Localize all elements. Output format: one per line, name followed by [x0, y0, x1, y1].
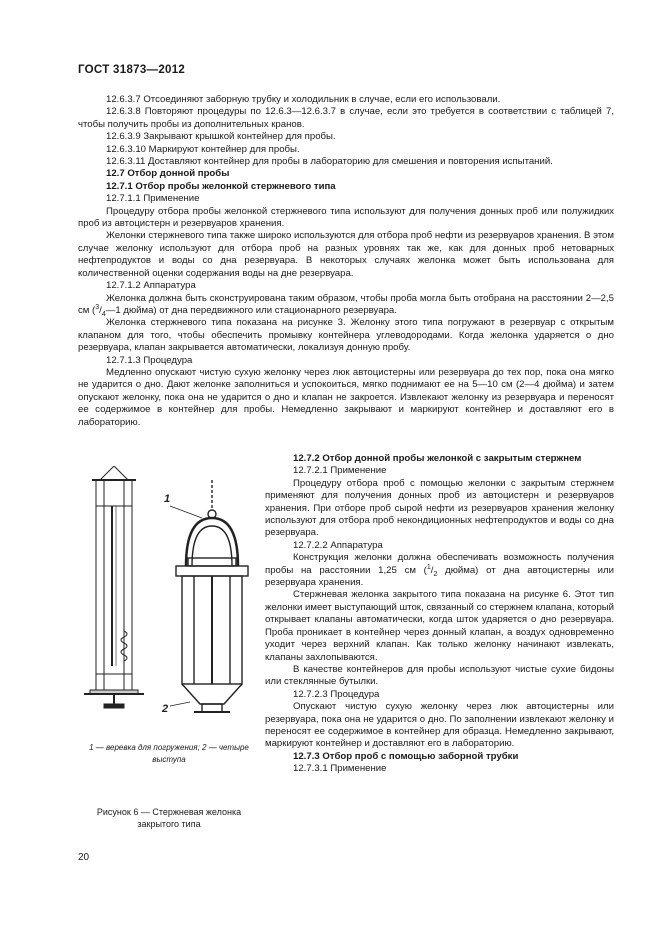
paragraph-12-7-1-2-a: Желонка должна быть сконструирована таким образом, чтобы проба могла быть отобрана на расстоянии 2—2,5 см ($^3/_4—1$ дюйма) от дна передвижного или стационарного резервуара.	[78, 292, 614, 318]
main-text-block	[78, 94, 614, 429]
paragraph-12-7-1-1-b: Желонки стержневого типа также широко используются для отбора проб нефти из резервуаров хранения. В этом случае желонку используют для отбора проб на разных уровнях так же, как для донных проб нетоварных нефтепродуктов и воды со дна резервуара. В некоторых случаях желонка может быть использована для количественной оценки содержания воды на дне резервуара.	[78, 230, 614, 279]
cross-section-drawing	[84, 466, 144, 708]
paragraph-12-7-2-2-c: В качестве контейнеров для пробы используют чистые сухие бидоны или стеклянные бутылки.	[265, 663, 614, 688]
figure-callout-1: 1	[164, 493, 171, 505]
external-view-drawing	[170, 480, 248, 712]
paragraph-12-7-2-1: Процедуру отбора проб с помощью желонки с закрытым стержнем применяют для получения донных проб из автоцистерн и резервуаров хранения. При отборе проб сырой нефти из резервуаров хранения желонку используют для отбора проб некондиционных нефтепродуктов и воды со дна резервуара.	[265, 477, 614, 539]
closed-thief-drawing	[78, 466, 260, 736]
paragraph-12-6-3-7: 12.6.3.7 Отсоединяют заборную трубку и холодильник в случае, если его использовали.	[106, 94, 501, 105]
heading-12-7-2-1: 12.7.2.1 Применение	[293, 465, 387, 477]
figure-legend: 1 — веревка для погружения; 2 — четыре выступа	[89, 743, 249, 764]
fraction-denominator: 4	[101, 310, 106, 318]
figure-6	[78, 466, 260, 736]
text-run: дюйма) от дна автоцистерны или резервуара хранения.	[265, 564, 614, 589]
heading-12-7-1-3: 12.7.1.3 Процедура	[106, 354, 193, 366]
heading-12-7-3: 12.7.3 Отбор проб с помощью заборной трубки	[293, 750, 519, 762]
paragraph-12-6-3-11: 12.6.3.11 Доставляют контейнер для пробы в лабораторию для смешения и повторения испытаний.	[106, 156, 553, 168]
paragraph-12-6-3-9: 12.6.3.9 Закрывают крышкой контейнер для пробы.	[106, 131, 336, 143]
right-column-text	[265, 453, 614, 776]
paragraph-12-7-2-3: Опускают чистую сухую желонку через люк автоцистерны или резервуара, пока она не ударится о дно. По заполнении извлекают желонку и переносят ее содержимое в контейнер для образца. Немедленно закрывают, маркируют контейнер и доставляют его в лабораторию.	[265, 701, 614, 750]
heading-12-7: 12.7 Отбор донной пробы	[106, 168, 230, 180]
text-run: Желонка должна быть сконструирована таким образом, чтобы проба могла быть отобрана на расстоянии 2—2,5 см (	[78, 292, 614, 316]
paragraph-12-7-2-2-a: Конструкция желонки должна обеспечивать возможность получения пробы на расстоянии 1,25 см ($^1/_2$ дюйма) от дна автоцистерны или резервуара хранения.	[265, 552, 614, 589]
page-header: ГОСТ 31873—2012	[78, 64, 186, 76]
heading-12-7-1-1: 12.7.1.1 Применение	[106, 193, 200, 205]
heading-12-7-2: 12.7.2 Отбор донной пробы желонкой с закрытым стержнем	[293, 453, 582, 464]
paragraph-12-7-1-1-a: Процедуру отбора пробы желонкой стержневого типа используют для получения донных проб или полужидких проб из автоцистерн и резервуаров хранения.	[78, 205, 614, 230]
text-run: Конструкция желонки должна обеспечивать возможность получения пробы на расстоянии 1,25 см (	[265, 552, 614, 576]
paragraph-12-6-3-8: 12.6.3.8 Повторяют процедуры по 12.6.3—12.6.3.7 в случае, если это требуется в соответствии с таблицей 7, чтобы получить пробы из дополнительных кранов.	[78, 106, 614, 130]
heading-12-7-1: 12.7.1 Отбор пробы желонкой стержневого типа	[106, 180, 336, 192]
fraction-numerator: 3	[95, 303, 100, 311]
heading-12-7-2-2: 12.7.2.2 Аппаратура	[293, 539, 383, 551]
page-number: 20	[78, 852, 90, 863]
heading-12-7-1-2: 12.7.1.2 Аппаратура	[106, 280, 196, 292]
paragraph-12-7-1-2-b: Желонка стержневого типа показана на рисунке 3. Желонку этого типа погружают в резервуар с открытым клапаном для того, чтобы обеспечить промывку контейнера углеводородами. Когда желонка ударяется о дно резервуара, клапан закрывается автоматически, локализуя донную пробу.	[78, 317, 614, 354]
paragraph-12-7-2-2-b: Стержневая желонка закрытого типа показана на рисунке 6. Этот тип желонки имеет выступающий шток, связанный со стержнем клапана, который открывает клапаны автоматически, когда шток ударяется о дно резервуара. Проба проникает в контейнер через донный клапан, а воздух одновременно уходит через верхний клапан. Как только желонку начинают извлекать, клапаны захлопываются.	[265, 589, 614, 663]
text-run: —1 дюйма) от дна передвижного или стационарного резервуара.	[105, 304, 397, 316]
fraction-denominator: 2	[433, 570, 438, 578]
paragraph-12-6-3-10: 12.6.3.10 Маркируют контейнер для пробы.	[106, 143, 300, 155]
fraction-numerator: 1	[426, 563, 431, 571]
paragraph-12-7-1-3: Медленно опускают чистую сухую желонку через люк автоцистерны или резервуара до тех пор, пока она мягко не ударится о дно. Дают желонке заполниться и успокоиться, мягко поднимают ее на 5—10 см (2—4 дюйма) и затем опускают желонку, пока она не ударится о дно и клапан не закроется. Извлекают желонку из резервуара и переносят ее содержимое в контейнер для пробы. Немедленно закрывают и маркируют контейнер и доставляют его в лабораторию.	[78, 366, 614, 428]
heading-12-7-2-3: 12.7.2.3 Процедура	[293, 688, 380, 700]
figure-callout-2: 2	[162, 703, 169, 715]
heading-12-7-3-1: 12.7.3.1 Применение	[293, 763, 387, 775]
figure-caption: Рисунок 6 — Стержневая желонка закрытого типа	[96, 807, 242, 829]
